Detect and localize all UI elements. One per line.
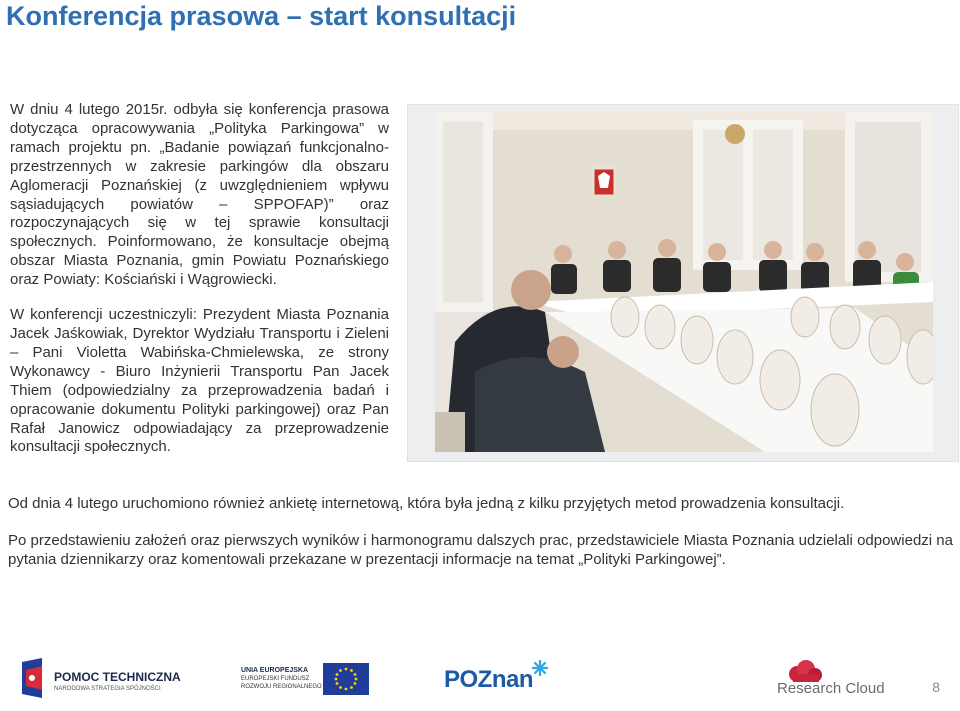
photo-frame bbox=[407, 104, 959, 462]
paragraph-press-qa: Po przedstawieniu założeń oraz pierwszych wyników i harmonogramu dalszych prac, przedstawiciele Miasta Poznania udzielali odpowiedzi na pytania dziennikarzy oraz komentowali przekazane w prezentacji informacje na temat „Polityki Parkingowej”. bbox=[8, 532, 953, 568]
paragraph-participants: W konferencji uczestniczyli: Prezydent Miasta Poznania Jacek Jaśkowiak, Dyrektor Wydziału Transportu i Zieleni – Pani Violetta Wabińska-Chmielewska, ze strony Wykonawcy - Biuro Inżynierii Transportu Pan Jacek Thiem (odpowiedzialny za przeprowadzenia badań i opracowanie dokumentu Polityki parkingowej) oraz Pan Rafał Janowicz odpowiadający za przeprowadzenie konsultacji społecznych. bbox=[10, 306, 389, 456]
poznan-wordmark: POZnan bbox=[444, 666, 534, 693]
ue-line-3: ROZWOJU REGIONALNEGO bbox=[241, 684, 322, 690]
page-number: 8 bbox=[932, 679, 940, 695]
slide-title: Konferencja prasowa – start konsultacji bbox=[6, 1, 517, 31]
ue-line-1: UNIA EUROPEJSKA bbox=[241, 667, 309, 674]
eu-flag-icon bbox=[323, 663, 369, 695]
research-cloud-wordmark: Research Cloud bbox=[777, 680, 885, 697]
conference-photo-illustration bbox=[435, 112, 933, 452]
pomoc-techniczna-subtitle: NARODOWA STRATEGIA SPÓJNOŚCI bbox=[54, 686, 161, 692]
ue-line-2: EUROPEJSKI FUNDUSZ bbox=[241, 676, 310, 682]
left-text-column bbox=[10, 101, 389, 457]
logo-poznan bbox=[444, 660, 554, 694]
logo-unia-europejska bbox=[241, 663, 371, 697]
paragraph-conference-intro: W dniu 4 lutego 2015r. odbyła się konferencja prasowa dotycząca opracowywania „Polityka Parkingowa” w ramach projektu pn. „Badanie powiązań funkcjonalno-przestrzennych w zakresie parkingów dla obszaru Aglomeracji Poznańskiej (z uwzględnieniem wpływu sąsiadujących powiatów – SPPOFAP)” oraz rozpoczynających się w tej sprawie konsultacji społecznych. Poinformowano, że konsultacje obejmą obszar Miasta Poznania, gmin Powiatu Poznańskiego oraz Powiaty: Kościański i Wągrowiecki. bbox=[10, 101, 389, 289]
poznan-star-icon bbox=[532, 660, 548, 676]
logo-pomoc-techniczna bbox=[18, 656, 188, 702]
pomoc-techniczna-name: POMOC TECHNICZNA bbox=[54, 670, 181, 684]
conference-photo bbox=[435, 112, 933, 452]
paragraph-online-survey: Od dnia 4 lutego uruchomiono również ankietę internetową, która była jedną z kilku przyjętych metod prowadzenia konsultacji. bbox=[8, 495, 845, 512]
logo-research-cloud bbox=[777, 660, 887, 700]
